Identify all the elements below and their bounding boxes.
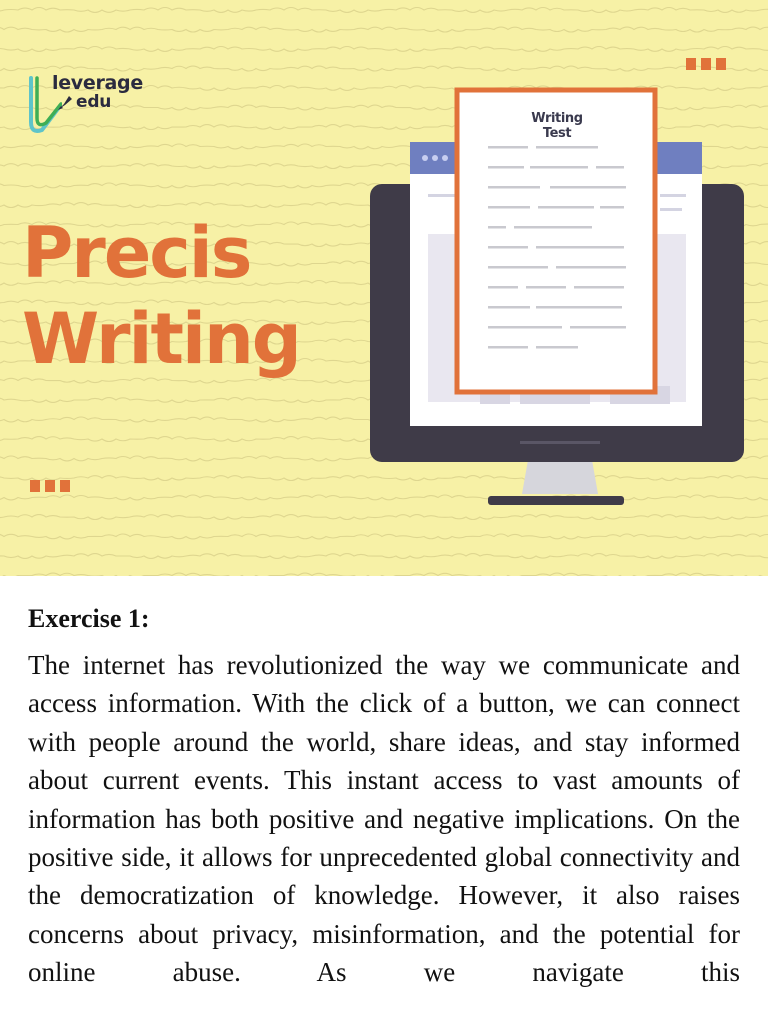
logo-text-edu: edu (76, 92, 112, 112)
headline-line-1: Precis (22, 212, 251, 294)
exercise-heading: Exercise 1: (28, 604, 150, 633)
headline-line-2: Writing (22, 298, 300, 380)
logo-text-leverage: leverage (52, 72, 143, 94)
exercise-paragraph: The internet has revolutionized the way we communicate and access information. With the click of a button, we can connect with people around the world, share ideas, and stay informed about current events. This instant access to vast amounts of information has both positive and negative implications. On the positive side, it allows for unprecedented global connectivity and the democratization of knowledge. However, it also raises concerns about privacy, misinformation, and the potential for online abuse. As we navigate this (28, 650, 740, 988)
monitor-illustration (360, 86, 760, 516)
decorative-dots-top-right (686, 58, 726, 70)
rocket-icon (56, 94, 74, 112)
decorative-dots-bottom-left (30, 480, 70, 492)
document-title: Writing Test (531, 111, 583, 141)
leverage-edu-logo (28, 72, 148, 138)
monitor-base (488, 496, 624, 505)
monitor-stand (522, 460, 598, 494)
